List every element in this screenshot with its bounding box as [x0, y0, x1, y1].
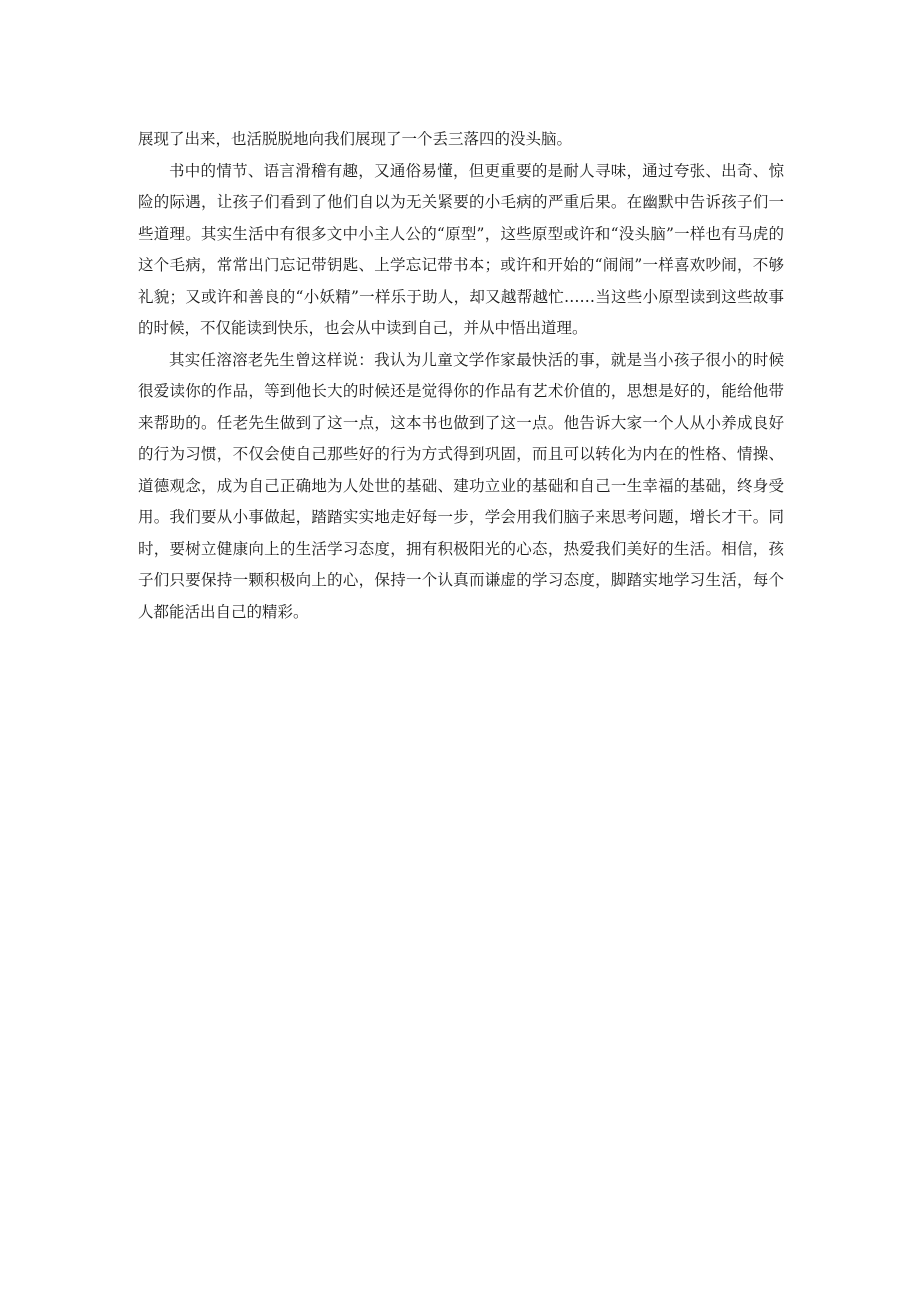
paragraph-book-content: 书中的情节、语言滑稽有趣，又通俗易懂，但更重要的是耐人寻味，通过夸张、出奇、惊险的际遇，让孩子们看到了他们自以为无关紧要的小毛病的严重后果。在幽默中告诉孩子们一些道理。其实生活中有很多文中小主人公的“原型”，这些原型或许和“没头脑”一样也有马虎的这个毛病，常常出门忘记带钥匙、上学忘记带书本；或许和开始的“闹闹”一样喜欢吵闹，不够礼貌；又或许和善良的“小妖精”一样乐于助人，却又越帮越忙……当这些小原型读到这些故事的时候，不仅能读到快乐，也会从中读到自己，并从中悟出道理。 [138, 161, 784, 337]
paragraph-continuation: 展现了出来，也活脱脱地向我们展现了一个丢三落四的没头脑。 [138, 130, 573, 148]
paragraph-author-quote: 其实任溶溶老先生曾这样说：我认为儿童文学作家最快活的事，就是当小孩子很小的时候很爱读你的作品，等到他长大的时候还是觉得你的作品有艺术价值的，思想是好的，能给他带来帮助的。任老先生做到了这一点，这本书也做到了这一点。他告诉大家一个人从小养成良好的行为习惯，不仅会使自己那些好的行为方式得到巩固，而且可以转化为内在的性格、情操、道德观念，成为自己正确地为人处世的基础、建功立业的基础和自己一生幸福的基础，终身受用。我们要从小事做起，踏踏实实地走好每一步，学会用我们脑子来思考问题，增长才干。同时，要树立健康向上的生活学习态度，拥有积极阳光的心态，热爱我们美好的生活。相信，孩子们只要保持一颗积极向上的心，保持一个认真而谦虚的学习态度，脚踏实地学习生活，每个人都能活出自己的精彩。 [138, 350, 784, 621]
document-body [138, 124, 784, 628]
